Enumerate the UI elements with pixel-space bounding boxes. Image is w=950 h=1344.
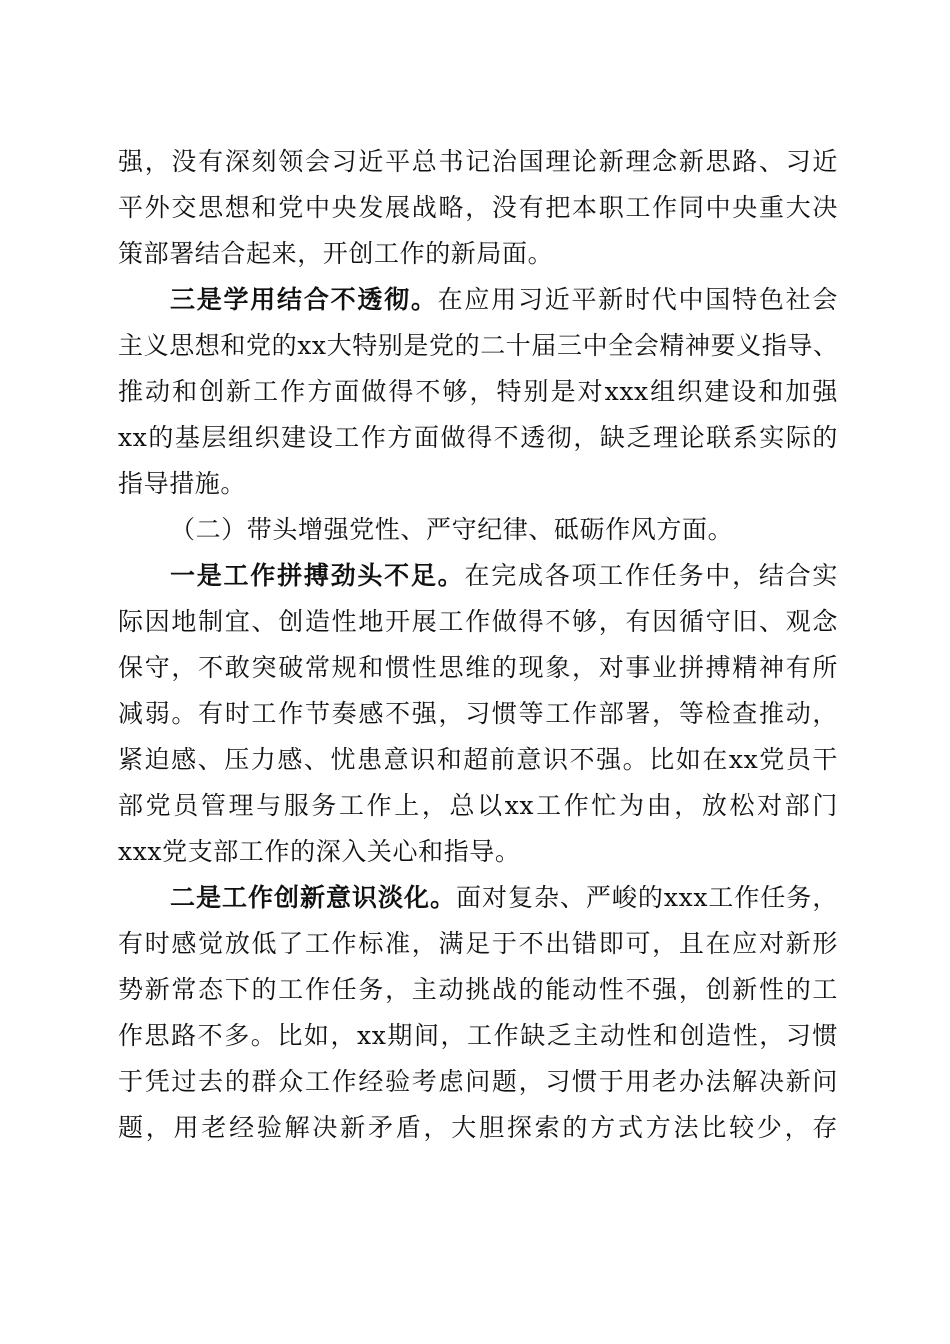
para-2-line-1	[170, 277, 838, 323]
para-1-line-1: 强，没有深刻领会习近平总书记治国理论新理念新思路、习近	[118, 147, 838, 176]
para-4-line-4: 作思路不多。比如，xx期间，工作缺乏主动性和创造性，习惯	[118, 1021, 838, 1050]
para-4-line-2: 有时感觉放低了工作标准，满足于不出错即可，且在应对新形	[118, 929, 838, 958]
para-3-line-6: 部党员管理与服务工作上，总以xx工作忙为由，放松对部门	[118, 791, 838, 820]
para-4-lead: 二是工作创新意识淡化。	[170, 883, 456, 912]
para-3-line-7: xxx党支部工作的深入关心和指导。	[118, 837, 521, 866]
para-2-line-4: xx的基层组织建设工作方面做得不透彻，缺乏理论联系实际的	[118, 423, 838, 452]
para-3-line-2: 际因地制宜、创造性地开展工作做得不够，有因循守旧、观念	[118, 607, 838, 636]
para-2-line-3: 推动和创新工作方面做得不够，特别是对xxx组织建设和加强	[118, 377, 838, 406]
para-2-lead: 三是学用结合不透彻。	[170, 285, 438, 314]
para-1-line-2: 平外交思想和党中央发展战略，没有把本职工作同中央重大决	[118, 193, 838, 222]
para-4-first-rest: 面对复杂、严峻的xxx工作任务，	[455, 883, 838, 912]
para-3-lead: 一是工作拼搏劲头不足。	[170, 561, 465, 590]
para-3-line-5: 紧迫感、压力感、忧患意识和超前意识不强。比如在xx党员干	[118, 745, 838, 774]
para-3-line-1	[170, 553, 838, 599]
para-4-line-3: 势新常态下的工作任务，主动挑战的能动性不强，创新性的工	[118, 975, 838, 1004]
para-4-line-6: 题，用老经验解决新矛盾，大胆探索的方式方法比较少，存	[118, 1113, 838, 1142]
para-1-line-3: 策部署结合起来，开创工作的新局面。	[118, 239, 554, 268]
para-4-line-5: 于凭过去的群众工作经验考虑问题，习惯于用老办法解决新问	[118, 1067, 838, 1096]
para-3-line-4: 减弱。有时工作节奏感不强，习惯等工作部署，等检查推动，	[118, 699, 838, 728]
para-2-line-2: 主义思想和党的xx大特别是党的二十届三中全会精神要义指导、	[118, 331, 839, 360]
para-2-line-5: 指导措施。	[118, 469, 247, 498]
para-2-first-rest: 在应用习近平新时代中国特色社会	[437, 285, 838, 314]
para-3-first-rest: 在完成各项工作任务中，结合实	[464, 561, 838, 590]
para-3-line-3: 保守，不敢突破常规和惯性思维的现象，对事业拼搏精神有所	[118, 653, 838, 682]
para-4-line-1	[170, 875, 838, 921]
section-heading: （二）带头增强党性、严守纪律、砥砺作风方面。	[170, 515, 734, 544]
